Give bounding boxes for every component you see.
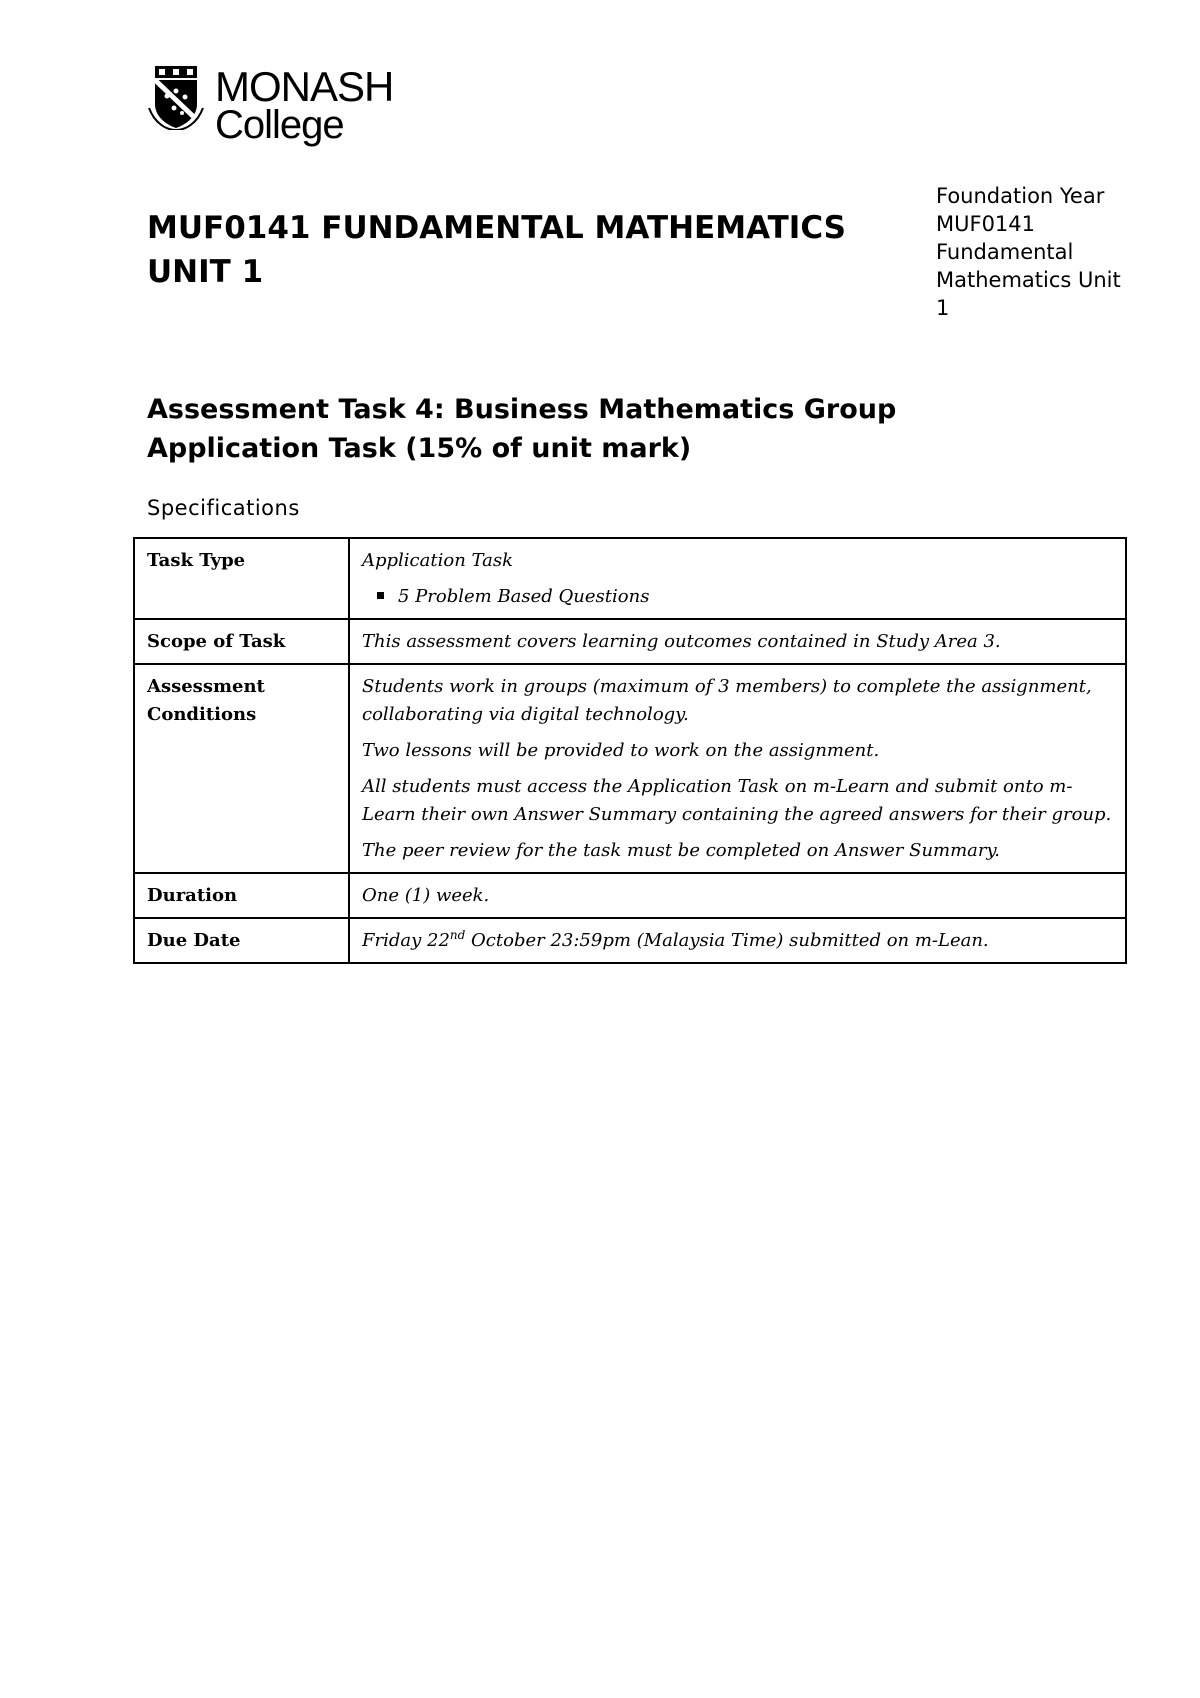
task-title-line1: Assessment Task 4: Business Mathematics Group xyxy=(147,394,897,425)
conditions-label-line2: Conditions xyxy=(147,704,257,725)
task-type-label: Task Type xyxy=(134,538,349,619)
due-date-value xyxy=(362,927,1115,955)
side-info-line5: 1 xyxy=(936,296,950,320)
conditions-label-line1: Assessment xyxy=(147,676,265,697)
scope-value-cell xyxy=(349,619,1126,664)
task-title xyxy=(147,390,1047,468)
task-type-bullet-item xyxy=(362,583,1115,611)
duration-value-cell xyxy=(349,873,1126,918)
unit-title-line1: MUF0141 FUNDAMENTAL MATHEMATICS xyxy=(147,210,846,246)
due-date-ordinal: nd xyxy=(449,928,466,942)
header-side-info xyxy=(936,182,1136,322)
table-row-task-type xyxy=(134,538,1126,619)
conditions-paragraph-2: Two lessons will be provided to work on the assignment. xyxy=(362,740,880,761)
table-row-duration xyxy=(134,873,1126,918)
due-date-value-post: October 23:59pm (Malaysia Time) submitted on m-Lean. xyxy=(465,930,989,951)
monash-crest-icon xyxy=(147,64,205,130)
monash-college-logo xyxy=(147,63,394,147)
table-row-conditions xyxy=(134,664,1126,873)
duration-value: One (1) week. xyxy=(362,885,490,906)
duration-label: Duration xyxy=(134,873,349,918)
task-type-value: Application Task xyxy=(362,550,513,571)
due-date-label: Due Date xyxy=(134,918,349,963)
bullet-icon xyxy=(377,592,384,599)
specifications-table xyxy=(133,537,1127,964)
table-row-due-date xyxy=(134,918,1126,963)
conditions-paragraph-3: All students must access the Application Task on m-Learn and submit onto m-Learn their own Answer Summary containing the agreed answers for their group. xyxy=(362,776,1112,825)
side-info-line2: MUF0141 xyxy=(936,212,1036,236)
task-title-line2: Application Task (15% of unit mark) xyxy=(147,433,692,464)
logo-wordmark-college: College xyxy=(215,103,344,147)
conditions-value-cell xyxy=(349,664,1126,873)
due-date-value-pre: Friday 22 xyxy=(362,930,450,951)
conditions-label xyxy=(134,664,349,873)
specifications-heading: Specifications xyxy=(147,496,300,520)
table-row-scope xyxy=(134,619,1126,664)
side-info-line1: Foundation Year xyxy=(936,184,1105,208)
due-date-value-cell xyxy=(349,918,1126,963)
conditions-paragraph-1: Students work in groups (maximum of 3 members) to complete the assignment, collaborating via digital technology. xyxy=(362,676,1092,725)
scope-label: Scope of Task xyxy=(134,619,349,664)
task-type-value-cell xyxy=(349,538,1126,619)
side-info-line3: Fundamental xyxy=(936,240,1074,264)
unit-title-line2: UNIT 1 xyxy=(147,254,264,290)
unit-title xyxy=(147,206,907,294)
side-info-line4: Mathematics Unit xyxy=(936,268,1121,292)
logo-wordmark-monash: MONASH xyxy=(215,63,394,110)
task-type-bullet-text: 5 Problem Based Questions xyxy=(398,586,650,607)
scope-value: This assessment covers learning outcomes contained in Study Area 3. xyxy=(362,631,1001,652)
conditions-paragraph-4: The peer review for the task must be completed on Answer Summary. xyxy=(362,840,1001,861)
